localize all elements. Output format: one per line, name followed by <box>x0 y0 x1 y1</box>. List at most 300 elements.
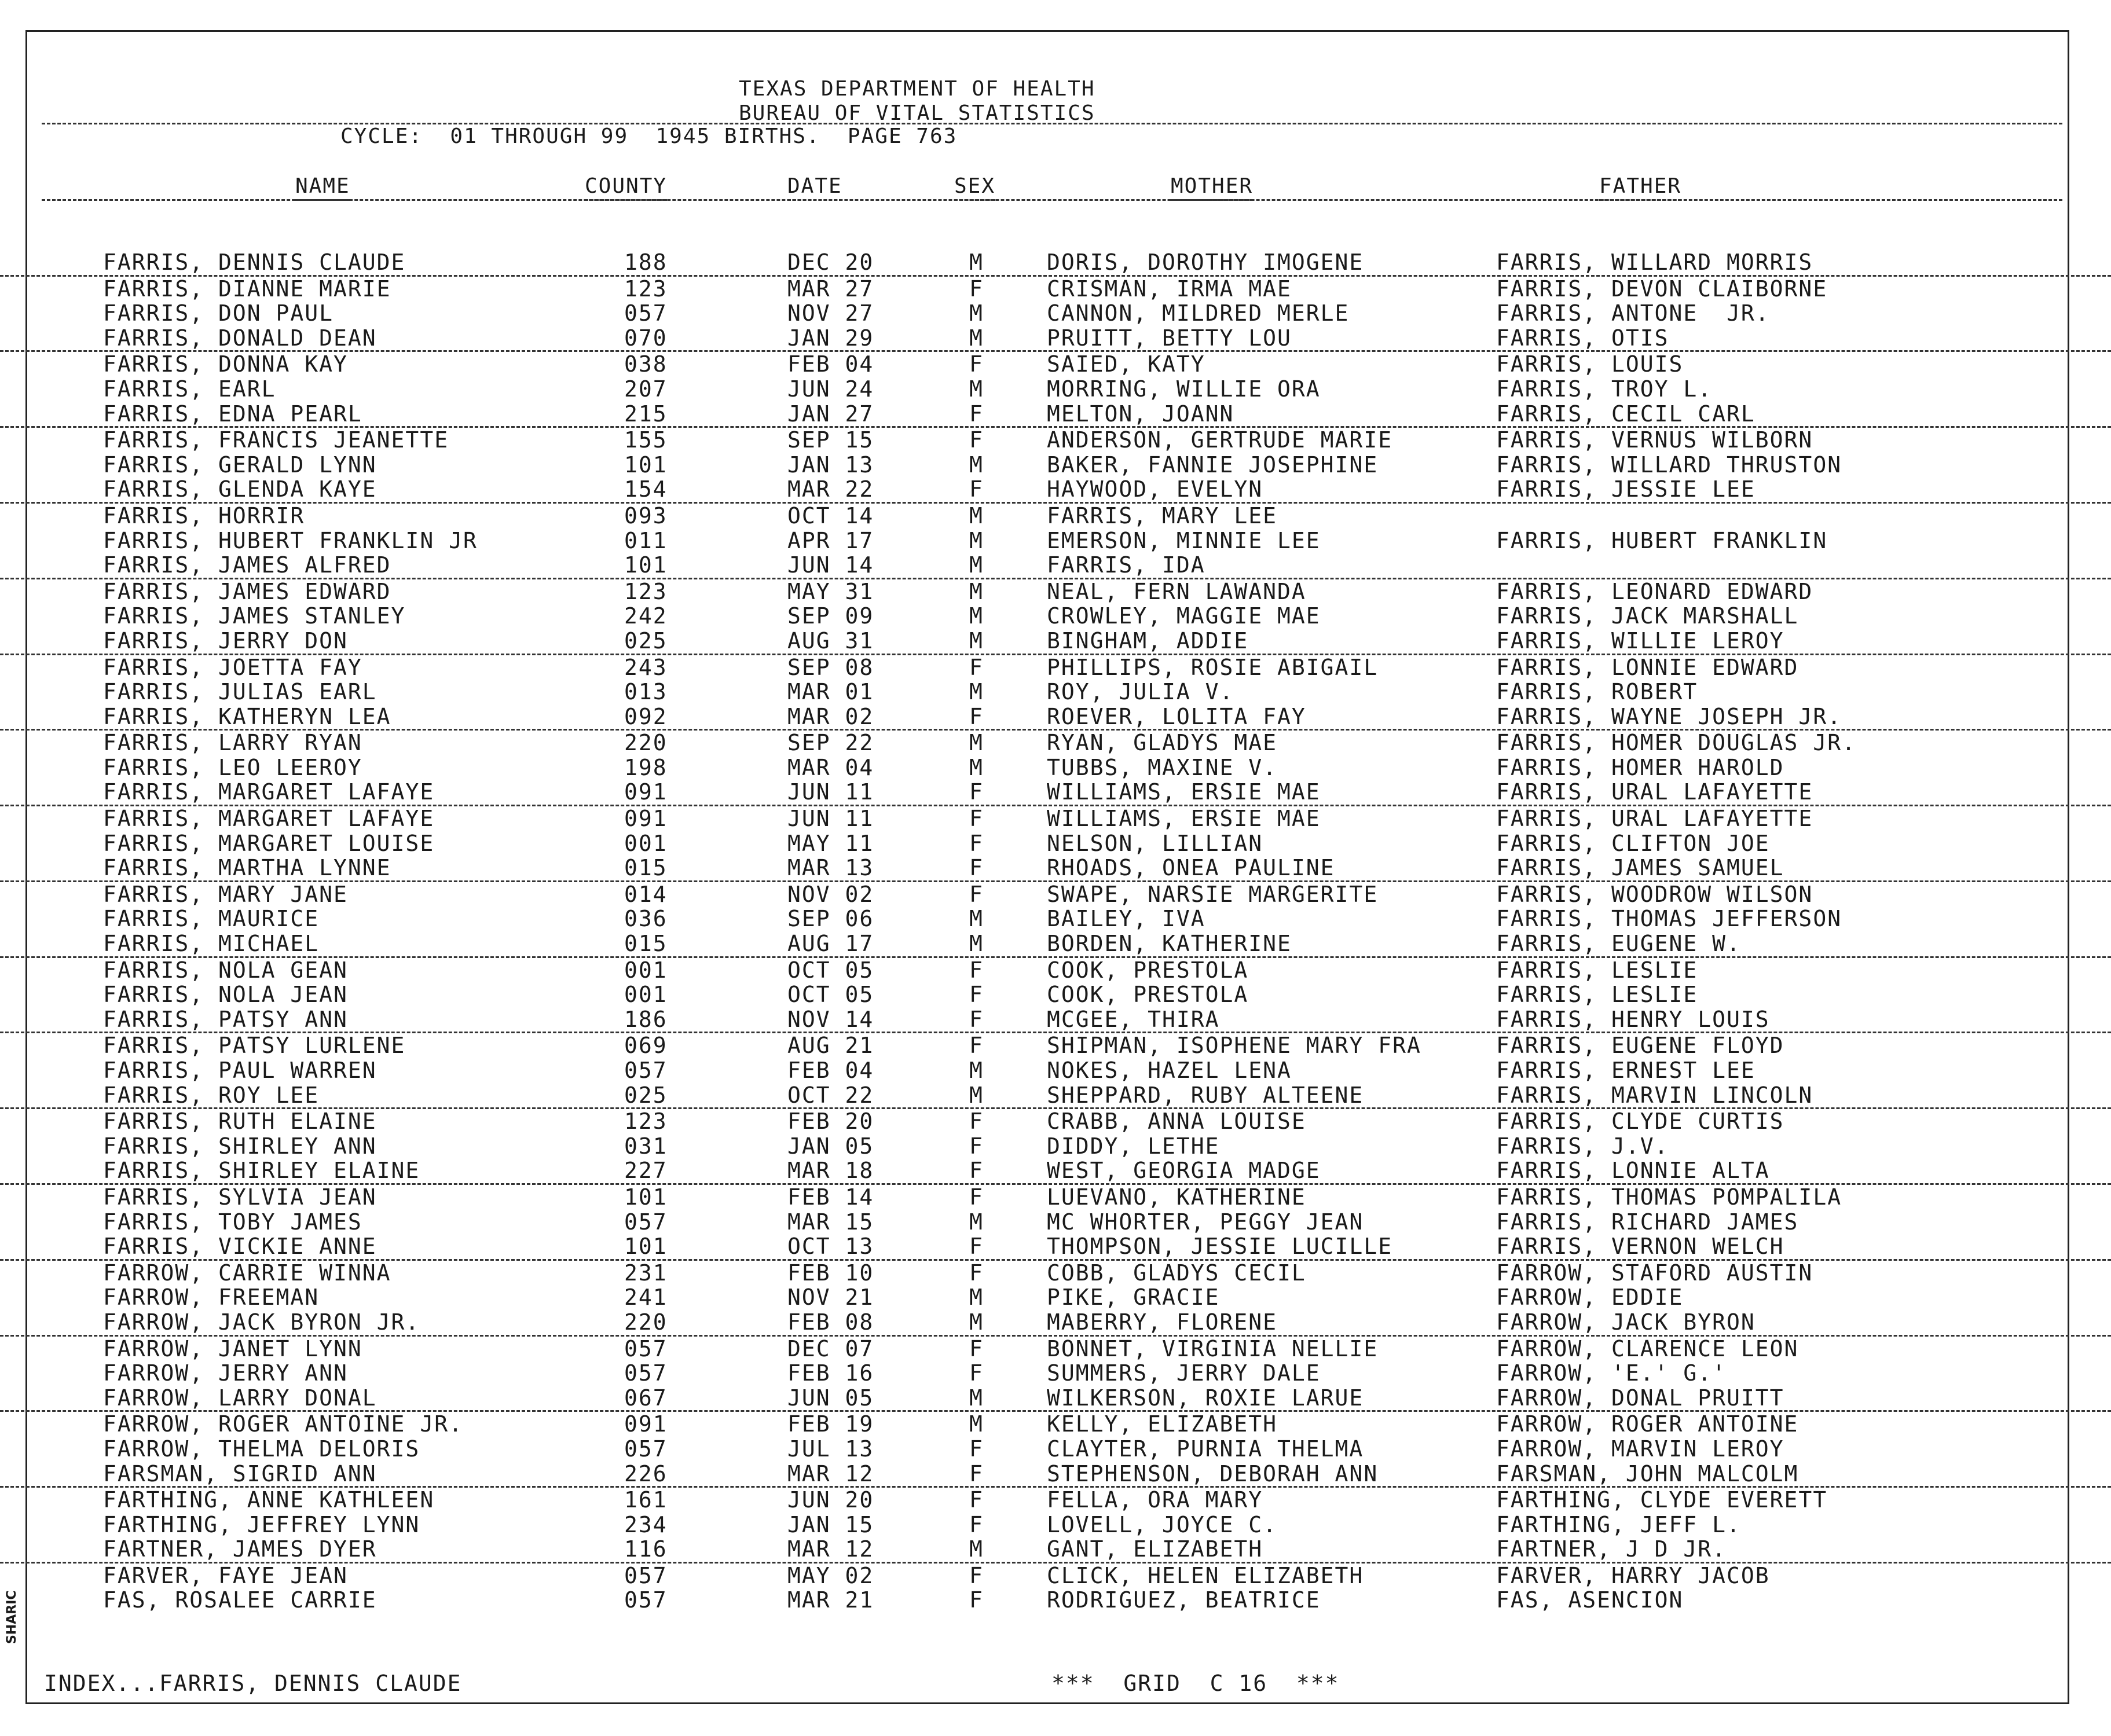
cell-county: 234 <box>624 1511 668 1537</box>
cell-father: FARRIS, WOODROW WILSON <box>1496 881 1813 907</box>
cell-father: FARRIS, THOMAS POMPALILA <box>1496 1184 1842 1210</box>
cell-date: MAR 01 <box>787 679 874 705</box>
cell-father: FARRIS, CECIL CARL <box>1496 401 1755 427</box>
cell-county: 001 <box>624 957 668 983</box>
cell-date: APR 17 <box>787 527 874 553</box>
cell-county: 031 <box>624 1133 668 1159</box>
cell-county: 101 <box>624 1184 668 1210</box>
cell-name: FARRIS, SYLVIA JEAN <box>103 1184 377 1210</box>
footer-index: INDEX...FARRIS, DENNIS CLAUDE <box>44 1671 462 1696</box>
cell-mother: MELTON, JOANN <box>1047 401 1234 427</box>
table-row <box>0 856 2111 882</box>
cell-father: FARRIS, LESLIE <box>1496 982 1698 1008</box>
cell-father: FARTHING, JEFF L. <box>1496 1511 1741 1537</box>
cell-county: 057 <box>624 1058 668 1083</box>
cell-sex: M <box>969 249 984 275</box>
cell-county: 013 <box>624 679 668 705</box>
cell-county: 227 <box>624 1158 668 1184</box>
cell-father: FARRIS, LONNIE EDWARD <box>1496 654 1799 680</box>
cell-sex: M <box>969 1385 984 1411</box>
cell-sex: F <box>969 1006 984 1032</box>
cell-date: MAR 27 <box>787 276 874 302</box>
cell-mother: NELSON, LILLIAN <box>1047 830 1263 856</box>
cell-mother: DORIS, DOROTHY IMOGENE <box>1047 249 1364 275</box>
cell-name: FARRIS, MARGARET LAFAYE <box>103 806 435 832</box>
cell-sex: M <box>969 552 984 578</box>
cell-sex: M <box>969 1058 984 1083</box>
cell-date: JAN 13 <box>787 452 874 478</box>
cell-county: 015 <box>624 931 668 957</box>
cell-father: FARRIS, J.V. <box>1496 1133 1669 1159</box>
cell-name: FARRIS, LEO LEEROY <box>103 754 362 780</box>
cell-county: 015 <box>624 855 668 881</box>
cell-date: SEP 22 <box>787 730 874 756</box>
cell-sex: M <box>969 325 984 351</box>
cell-sex: M <box>969 754 984 780</box>
cell-name: FARRIS, TOBY JAMES <box>103 1209 362 1235</box>
cell-county: 241 <box>624 1284 668 1311</box>
column-header-county: COUNTY <box>585 175 667 198</box>
cell-name: FARRIS, PATSY ANN <box>103 1006 348 1032</box>
cell-name: FARROW, JACK BYRON JR. <box>103 1309 420 1335</box>
cell-date: MAY 11 <box>787 830 874 856</box>
cell-mother: WEST, GEORGIA MADGE <box>1047 1158 1321 1184</box>
cell-sex: F <box>969 1260 984 1286</box>
cell-mother: BINGHAM, ADDIE <box>1047 627 1249 654</box>
cell-mother: LOVELL, JOYCE C. <box>1047 1511 1278 1537</box>
cell-mother: FARRIS, MARY LEE <box>1047 502 1278 528</box>
cell-sex: F <box>969 1133 984 1159</box>
cell-name: FARROW, LARRY DONAL <box>103 1385 377 1411</box>
cell-father: FAS, ASENCION <box>1496 1587 1684 1613</box>
cell-county: 069 <box>624 1033 668 1059</box>
cell-sex: M <box>969 931 984 957</box>
table-row <box>0 629 2111 655</box>
cell-mother: THOMPSON, JESSIE LUCILLE <box>1047 1234 1393 1260</box>
cell-sex: F <box>969 401 984 427</box>
table-row <box>0 1134 2111 1159</box>
cell-sex: F <box>969 806 984 832</box>
cell-sex: M <box>969 1082 984 1108</box>
table-row <box>0 1234 2111 1261</box>
table-row <box>0 428 2111 453</box>
cell-name: FARRIS, EDNA PEARL <box>103 401 362 427</box>
cell-mother: HAYWOOD, EVELYN <box>1047 476 1263 502</box>
cell-father: FARROW, MARVIN LEROY <box>1496 1436 1784 1462</box>
cell-county: 093 <box>624 502 668 528</box>
cell-mother: CANNON, MILDRED MERLE <box>1047 300 1350 326</box>
cell-mother: LUEVANO, KATHERINE <box>1047 1184 1306 1210</box>
cell-father: FARRIS, WILLARD MORRIS <box>1496 249 1813 275</box>
cell-mother: FELLA, ORA MARY <box>1047 1487 1263 1513</box>
cell-father: FARRIS, LOUIS <box>1496 351 1684 377</box>
side-mark: SHARIC <box>5 1590 19 1644</box>
cell-county: 057 <box>624 1209 668 1235</box>
cell-name: FARVER, FAYE JEAN <box>103 1562 348 1588</box>
cell-sex: M <box>969 906 984 932</box>
cell-county: 198 <box>624 754 668 780</box>
cell-name: FARRIS, DONALD DEAN <box>103 325 377 351</box>
cell-date: JUL 13 <box>787 1436 874 1462</box>
table-row <box>0 1310 2111 1337</box>
cell-date: JUN 11 <box>787 806 874 832</box>
cell-county: 220 <box>624 1309 668 1335</box>
cell-mother: WILKERSON, ROXIE LARUE <box>1047 1385 1364 1411</box>
table-row <box>0 1158 2111 1185</box>
cell-date: MAR 22 <box>787 476 874 502</box>
cell-date: FEB 04 <box>787 351 874 377</box>
cell-county: 025 <box>624 627 668 654</box>
table-row <box>0 1588 2111 1613</box>
table-row <box>0 352 2111 377</box>
cell-name: FARRIS, SHIRLEY ANN <box>103 1133 377 1159</box>
cell-county: 155 <box>624 427 668 453</box>
cell-sex: F <box>969 982 984 1008</box>
cell-father: FARRIS, ROBERT <box>1496 679 1698 705</box>
cell-sex: M <box>969 502 984 528</box>
records-table <box>0 250 2111 1613</box>
cell-sex: F <box>969 1511 984 1537</box>
cell-mother: NEAL, FERN LAWANDA <box>1047 578 1306 604</box>
table-row <box>0 377 2111 402</box>
cell-county: 057 <box>624 1360 668 1386</box>
cell-name: FARRIS, PATSY LURLENE <box>103 1033 406 1059</box>
cell-father: FARRIS, WILLARD THRUSTON <box>1496 452 1842 478</box>
cell-father: FARRIS, LESLIE <box>1496 957 1698 983</box>
cell-name: FARRIS, JULIAS EARL <box>103 679 377 705</box>
cell-father: FARRIS, WILLIE LEROY <box>1496 627 1784 654</box>
cell-father: FARRIS, ERNEST LEE <box>1496 1058 1755 1083</box>
cell-father: FARTNER, J D JR. <box>1496 1536 1727 1562</box>
cell-county: 101 <box>624 1234 668 1260</box>
cell-name: FARRIS, MICHAEL <box>103 931 320 957</box>
cell-sex: M <box>969 730 984 756</box>
cell-sex: F <box>969 351 984 377</box>
cell-county: 091 <box>624 806 668 832</box>
cell-name: FARTHING, JEFFREY LYNN <box>103 1511 420 1537</box>
cell-sex: F <box>969 703 984 729</box>
cell-name: FARRIS, MARGARET LAFAYE <box>103 779 435 805</box>
cell-name: FARRIS, SHIRLEY ELAINE <box>103 1158 420 1184</box>
table-row <box>0 553 2111 579</box>
cell-sex: M <box>969 1411 984 1437</box>
cell-name: FARRIS, VICKIE ANNE <box>103 1234 377 1260</box>
cell-mother: RHOADS, ONEA PAULINE <box>1047 855 1335 881</box>
cell-sex: F <box>969 1460 984 1487</box>
cell-mother: CROWLEY, MAGGIE MAE <box>1047 603 1321 629</box>
cell-name: FARROW, FREEMAN <box>103 1284 320 1311</box>
table-row <box>0 755 2111 780</box>
table-row <box>0 806 2111 831</box>
cell-mother: CLICK, HELEN ELIZABETH <box>1047 1562 1364 1588</box>
cell-date: FEB 19 <box>787 1411 874 1437</box>
cell-sex: M <box>969 300 984 326</box>
cell-date: NOV 27 <box>787 300 874 326</box>
table-row <box>0 1337 2111 1361</box>
column-header-sex: SEX <box>954 175 995 198</box>
cell-father: FARROW, ROGER ANTOINE <box>1496 1411 1799 1437</box>
cell-name: FARRIS, HORRIR <box>103 502 305 528</box>
cell-mother: SAIED, KATY <box>1047 351 1205 377</box>
table-row <box>0 1210 2111 1235</box>
cell-mother: DIDDY, LETHE <box>1047 1133 1220 1159</box>
cell-name: FARROW, CARRIE WINNA <box>103 1260 391 1286</box>
cell-sex: F <box>969 779 984 805</box>
cell-mother: TUBBS, MAXINE V. <box>1047 754 1278 780</box>
cell-date: FEB 20 <box>787 1109 874 1135</box>
table-row <box>0 250 2111 277</box>
footer-grid: *** GRID C 16 *** <box>1051 1671 1340 1696</box>
cell-mother: BORDEN, KATHERINE <box>1047 931 1292 957</box>
header-line1: TEXAS DEPARTMENT OF HEALTH <box>739 77 1095 101</box>
cell-name: FARRIS, PAUL WARREN <box>103 1058 377 1083</box>
cell-father: FARROW, STAFORD AUSTIN <box>1496 1260 1813 1286</box>
table-row <box>0 1109 2111 1134</box>
cell-date: JUN 14 <box>787 552 874 578</box>
cell-name: FARRIS, RUTH ELAINE <box>103 1109 377 1135</box>
cell-father: FARRIS, THOMAS JEFFERSON <box>1496 906 1842 932</box>
cell-mother: WILLIAMS, ERSIE MAE <box>1047 806 1321 832</box>
cell-mother: SWAPE, NARSIE MARGERITE <box>1047 881 1379 907</box>
cell-father: FARRIS, HUBERT FRANKLIN <box>1496 527 1828 553</box>
cell-sex: F <box>969 1587 984 1613</box>
cell-father: FARRIS, ANTONE JR. <box>1496 300 1770 326</box>
table-row <box>0 906 2111 931</box>
cell-date: FEB 16 <box>787 1360 874 1386</box>
cell-date: MAR 21 <box>787 1587 874 1613</box>
cell-county: 226 <box>624 1460 668 1487</box>
cell-county: 038 <box>624 351 668 377</box>
cell-mother: SHIPMAN, ISOPHENE MARY FRA <box>1047 1033 1421 1059</box>
cell-sex: F <box>969 1436 984 1462</box>
cell-county: 036 <box>624 906 668 932</box>
cell-father: FARVER, HARRY JACOB <box>1496 1562 1770 1588</box>
cell-father: FARSMAN, JOHN MALCOLM <box>1496 1460 1799 1487</box>
cell-name: FARRIS, MARY JANE <box>103 881 348 907</box>
cell-county: 091 <box>624 1411 668 1437</box>
table-row <box>0 1462 2111 1488</box>
cell-name: FARRIS, ROY LEE <box>103 1082 320 1108</box>
cell-sex: F <box>969 1562 984 1588</box>
cell-mother: MCGEE, THIRA <box>1047 1006 1220 1032</box>
cell-mother: ROY, JULIA V. <box>1047 679 1234 705</box>
cell-sex: F <box>969 1033 984 1059</box>
cell-county: 057 <box>624 1562 668 1588</box>
cell-date: OCT 14 <box>787 502 874 528</box>
cell-county: 092 <box>624 703 668 729</box>
cell-mother: ROEVER, LOLITA FAY <box>1047 703 1306 729</box>
cell-father: FARRIS, VERNON WELCH <box>1496 1234 1784 1260</box>
table-row <box>0 277 2111 302</box>
cell-father: FARRIS, EUGENE FLOYD <box>1496 1033 1784 1059</box>
cell-county: 014 <box>624 881 668 907</box>
table-row <box>0 1058 2111 1083</box>
cell-date: FEB 08 <box>787 1309 874 1335</box>
cell-name: FARRIS, EARL <box>103 376 276 402</box>
cell-county: 243 <box>624 654 668 680</box>
cell-county: 123 <box>624 276 668 302</box>
cell-mother: CLAYTER, PURNIA THELMA <box>1047 1436 1364 1462</box>
cell-father: FARRIS, TROY L. <box>1496 376 1713 402</box>
table-row <box>0 301 2111 326</box>
table-row <box>0 1361 2111 1386</box>
cell-name: FARRIS, JERRY DON <box>103 627 348 654</box>
cell-county: 188 <box>624 249 668 275</box>
cell-father: FARRIS, CLIFTON JOE <box>1496 830 1770 856</box>
cell-sex: F <box>969 1234 984 1260</box>
cell-sex: M <box>969 679 984 705</box>
cell-father: FARRIS, CLYDE CURTIS <box>1496 1109 1784 1135</box>
cell-date: JAN 29 <box>787 325 874 351</box>
cell-father: FARRIS, OTIS <box>1496 325 1669 351</box>
table-row <box>0 1185 2111 1210</box>
cell-county: 123 <box>624 1109 668 1135</box>
cell-mother: SUMMERS, JERRY DALE <box>1047 1360 1321 1386</box>
cell-mother: COOK, PRESTOLA <box>1047 982 1249 1008</box>
column-header-date: DATE <box>787 175 842 198</box>
table-row <box>0 731 2111 755</box>
column-header-rule <box>42 199 2062 201</box>
cell-county: 001 <box>624 982 668 1008</box>
cell-date: FEB 10 <box>787 1260 874 1286</box>
cell-mother: KELLY, ELIZABETH <box>1047 1411 1278 1437</box>
cell-father: FARRIS, JACK MARSHALL <box>1496 603 1799 629</box>
cell-mother: PIKE, GRACIE <box>1047 1284 1220 1311</box>
cell-date: MAR 12 <box>787 1536 874 1562</box>
cell-date: MAR 04 <box>787 754 874 780</box>
cell-father: FARRIS, HENRY LOUIS <box>1496 1006 1770 1032</box>
cell-father: FARRIS, HOMER HAROLD <box>1496 754 1784 780</box>
cell-sex: F <box>969 1487 984 1513</box>
cell-mother: FARRIS, IDA <box>1047 552 1205 578</box>
cell-mother: RODRIGUEZ, BEATRICE <box>1047 1587 1321 1613</box>
table-row <box>0 831 2111 856</box>
table-row <box>0 579 2111 604</box>
cell-date: AUG 17 <box>787 931 874 957</box>
cell-name: FARRIS, FRANCIS JEANETTE <box>103 427 449 453</box>
cell-father: FARROW, CLARENCE LEON <box>1496 1335 1799 1361</box>
cell-date: OCT 05 <box>787 957 874 983</box>
table-row <box>0 504 2111 528</box>
cell-mother: PHILLIPS, ROSIE ABIGAIL <box>1047 654 1379 680</box>
cell-sex: M <box>969 1536 984 1562</box>
cell-father: FARRIS, URAL LAFAYETTE <box>1496 806 1813 832</box>
cycle-line: CYCLE: 01 THROUGH 99 1945 BIRTHS. PAGE 763 <box>340 124 958 148</box>
cell-date: OCT 22 <box>787 1082 874 1108</box>
cell-sex: F <box>969 855 984 881</box>
cell-name: FARRIS, JOETTA FAY <box>103 654 362 680</box>
cell-sex: M <box>969 376 984 402</box>
cell-name: FARRIS, JAMES ALFRED <box>103 552 391 578</box>
cell-father: FARROW, JACK BYRON <box>1496 1309 1755 1335</box>
cell-mother: BAKER, FANNIE JOSEPHINE <box>1047 452 1379 478</box>
table-row <box>0 1285 2111 1310</box>
cell-county: 116 <box>624 1536 668 1562</box>
cell-mother: RYAN, GLADYS MAE <box>1047 730 1278 756</box>
cell-county: 154 <box>624 476 668 502</box>
cell-date: OCT 13 <box>787 1234 874 1260</box>
cell-name: FARRIS, MARGARET LOUISE <box>103 830 435 856</box>
cell-father: FARRIS, WAYNE JOSEPH JR. <box>1496 703 1842 729</box>
cell-name: FARRIS, DONNA KAY <box>103 351 348 377</box>
cell-mother: MABERRY, FLORENE <box>1047 1309 1278 1335</box>
cell-father: FARROW, 'E.' G.' <box>1496 1360 1727 1386</box>
cell-date: JUN 20 <box>787 1487 874 1513</box>
cell-name: FARRIS, NOLA JEAN <box>103 982 348 1008</box>
table-row <box>0 982 2111 1007</box>
cell-sex: F <box>969 1360 984 1386</box>
cell-father: FARRIS, VERNUS WILBORN <box>1496 427 1813 453</box>
cell-date: JAN 15 <box>787 1511 874 1537</box>
cell-father: FARRIS, MARVIN LINCOLN <box>1496 1082 1813 1108</box>
cell-date: MAY 31 <box>787 578 874 604</box>
table-row <box>0 604 2111 629</box>
cell-name: FARRIS, DENNIS CLAUDE <box>103 249 406 275</box>
cell-date: MAR 12 <box>787 1460 874 1487</box>
cell-mother: MORRING, WILLIE ORA <box>1047 376 1321 402</box>
table-row <box>0 1033 2111 1058</box>
table-row <box>0 704 2111 731</box>
cell-sex: M <box>969 1284 984 1311</box>
table-row <box>0 958 2111 983</box>
cell-name: FARRIS, MAURICE <box>103 906 320 932</box>
cell-father: FARRIS, JESSIE LEE <box>1496 476 1755 502</box>
cell-county: 220 <box>624 730 668 756</box>
cell-sex: F <box>969 276 984 302</box>
cell-sex: F <box>969 654 984 680</box>
cell-date: OCT 05 <box>787 982 874 1008</box>
cell-mother: CRABB, ANNA LOUISE <box>1047 1109 1306 1135</box>
cell-date: DEC 20 <box>787 249 874 275</box>
cell-county: 161 <box>624 1487 668 1513</box>
cell-mother: EMERSON, MINNIE LEE <box>1047 527 1321 553</box>
cell-date: JAN 27 <box>787 401 874 427</box>
cell-sex: F <box>969 881 984 907</box>
table-row <box>0 402 2111 428</box>
table-row <box>0 528 2111 553</box>
cell-sex: M <box>969 452 984 478</box>
cell-mother: BAILEY, IVA <box>1047 906 1205 932</box>
cell-county: 101 <box>624 452 668 478</box>
cell-father: FARRIS, DEVON CLAIBORNE <box>1496 276 1828 302</box>
table-row <box>0 1437 2111 1462</box>
cell-county: 231 <box>624 1260 668 1286</box>
cell-name: FARRIS, JAMES STANLEY <box>103 603 406 629</box>
cell-sex: F <box>969 1335 984 1361</box>
cell-county: 242 <box>624 603 668 629</box>
cell-date: MAY 02 <box>787 1562 874 1588</box>
cell-mother: WILLIAMS, ERSIE MAE <box>1047 779 1321 805</box>
cell-name: FARROW, THELMA DELORIS <box>103 1436 420 1462</box>
table-row <box>0 1386 2111 1412</box>
cell-name: FARROW, JANET LYNN <box>103 1335 362 1361</box>
cell-name: FARRIS, NOLA GEAN <box>103 957 348 983</box>
cell-county: 101 <box>624 552 668 578</box>
cell-county: 186 <box>624 1006 668 1032</box>
cell-father: FARTHING, CLYDE EVERETT <box>1496 1487 1828 1513</box>
cell-county: 057 <box>624 1335 668 1361</box>
cell-mother: COBB, GLADYS CECIL <box>1047 1260 1306 1286</box>
cell-mother: ANDERSON, GERTRUDE MARIE <box>1047 427 1393 453</box>
cell-name: FARRIS, KATHERYN LEA <box>103 703 391 729</box>
cell-date: DEC 07 <box>787 1335 874 1361</box>
cell-father: FARROW, EDDIE <box>1496 1284 1684 1311</box>
cell-date: JUN 05 <box>787 1385 874 1411</box>
cell-sex: M <box>969 578 984 604</box>
table-row <box>0 1412 2111 1437</box>
cell-name: FARRIS, GLENDA KAYE <box>103 476 377 502</box>
cell-date: MAR 15 <box>787 1209 874 1235</box>
